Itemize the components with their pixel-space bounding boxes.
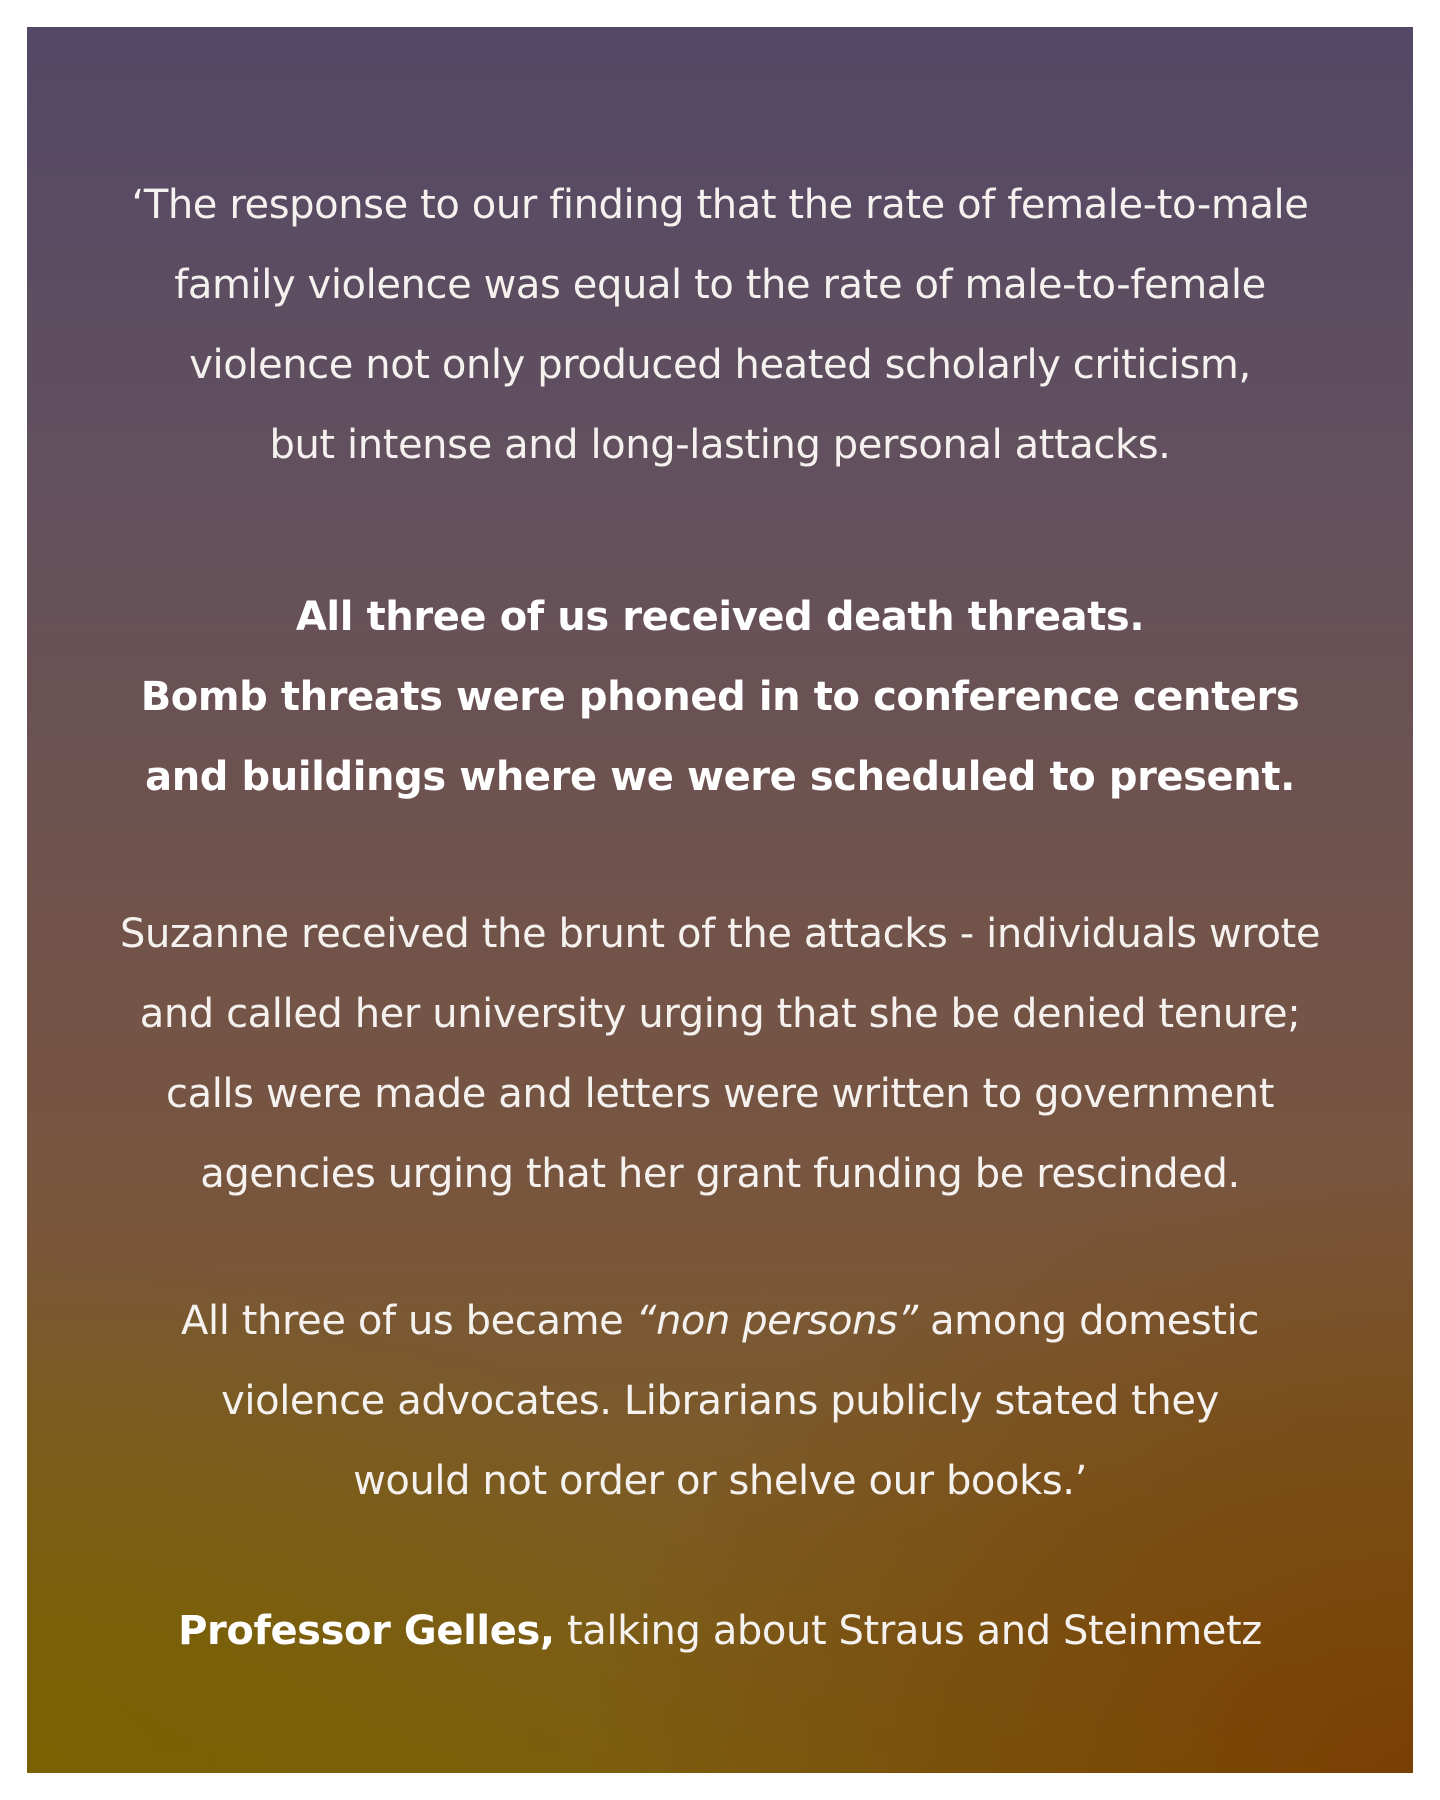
- quote-paragraph-2-emphasis: [27, 577, 1413, 817]
- quote-line: would not order or shelve our books.’: [353, 1458, 1087, 1504]
- attribution-context: talking about Straus and Steinmetz: [554, 1608, 1262, 1654]
- quote-text-segment: All three of us became: [181, 1298, 636, 1344]
- quote-line: violence not only produced heated scholarly criticism,: [189, 342, 1251, 388]
- attribution-name: Professor Gelles,: [178, 1608, 555, 1654]
- quote-text-segment: among domestic: [917, 1298, 1259, 1344]
- quote-line: Suzanne received the brunt of the attacks - individuals wrote: [119, 911, 1321, 957]
- attribution: [27, 1591, 1413, 1671]
- quote-line: family violence was equal to the rate of male-to-female: [174, 262, 1266, 308]
- quote-card: [27, 27, 1413, 1773]
- quote-line: agencies urging that her grant funding be rescinded.: [200, 1151, 1240, 1197]
- quote-line: and buildings where we were scheduled to present.: [145, 754, 1295, 800]
- quote-line: Bomb threats were phoned in to conference centers: [140, 674, 1300, 720]
- quote-line: All three of us received death threats.: [295, 594, 1145, 640]
- quote-line: violence advocates. Librarians publicly stated they: [221, 1378, 1219, 1424]
- quote-line: ‘The response to our finding that the rate of female-to-male: [131, 182, 1309, 228]
- quote-line: but intense and long-lasting personal attacks.: [269, 422, 1171, 468]
- quote-italic-phrase: “non persons”: [635, 1298, 918, 1344]
- quote-paragraph-1: [27, 165, 1413, 485]
- quote-paragraph-4: [27, 1281, 1413, 1521]
- quote-line: calls were made and letters were written to government: [165, 1071, 1274, 1117]
- quote-line: and called her university urging that she be denied tenure;: [139, 991, 1301, 1037]
- quote-line: [27, 1281, 1413, 1361]
- attribution-line: [27, 1591, 1413, 1671]
- quote-paragraph-3: [27, 894, 1413, 1214]
